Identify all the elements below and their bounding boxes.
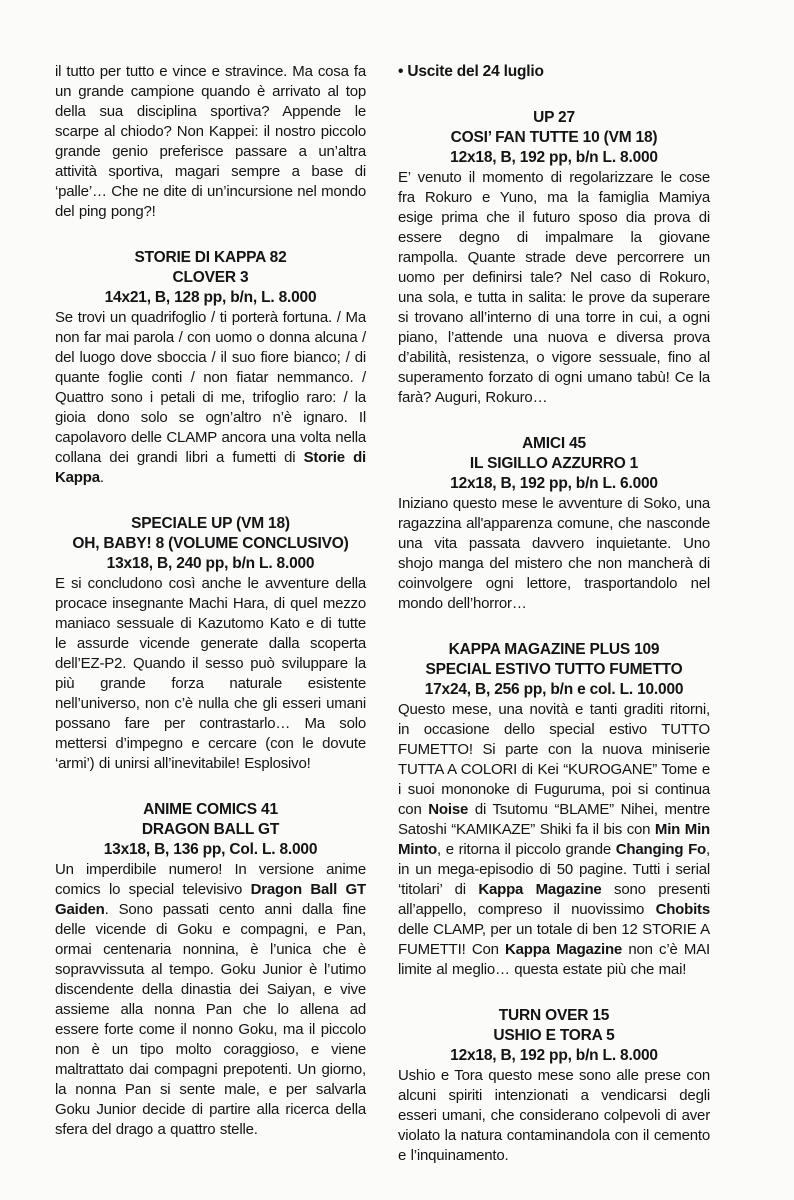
entry-heading <box>398 1006 710 1066</box>
specs-label: 17x24, B, 256 pp, b/n e col. L. 10.000 <box>424 681 684 698</box>
description-text: Un imperdibile numero! In versione anime comics lo special televisivo Dragon Ball GT Gaiden. Sono passati cento anni dalla fine delle vicende di Goku e compagni, e Pan, ormai centenaria nonnina, è l’unica che è sopravvissuta al tempo. Goku Junior è l’utimo discendente della dinastia dei Saiyan, e vive assieme alla nonna Pan che lo allena ad essere forte come il nonno Goku, ma il piccolo non è un tipo molto coraggioso, e viene maltrattato dai compagni prepotenti. Un giorno, la nonna Pan si sente male, e per salvarla Goku Junior decide di partire alla ricerca della sfera del drago a quattro stelle. <box>55 861 366 1138</box>
intro-paragraph: il tutto per tutto e vince e stravince. Ma cosa fa un grande campione quando è arrivato al top della sua disciplina sportiva? Appende le scarpe al chiodo? Non Kappei: il nostro piccolo grande genio preferisce passare a un’altra attività sportiva, magari sempre a base di ‘palle’… Che ne dite di un’incursione nel mondo del ping pong?! <box>55 63 366 220</box>
entry-heading <box>55 514 366 574</box>
specs-label: 12x18, B, 192 pp, b/n L. 8.000 <box>450 1047 658 1064</box>
description-text: Questo mese, una novità e tanti graditi ritorni, in occasione dello special estivo TUTTO FUMETTO! Si parte con la nuova miniserie TUTTA A COLORI di Kei “KUROGANE” Tome e i suoi mononoke di Fuguruma, poi si continua con Noise di Tsutomu “BLAME” Nihei, mentre Satoshi “KAMIKAZE” Shiki fa il bis con Min Min Minto, e ritorna il piccolo grande Changing Fo, in un mega-episodio di 50 pagine. Tutti i serial ‘titolari’ di Kappa Magazine sono presenti all’appello, compreso il nuovissimo Chobits delle CLAMP, per un totale di ben 12 STORIE A FUMETTI! Con Kappa Magazine non c’è MAI limite al meglio… questa estate più che mai! <box>398 701 710 978</box>
title-label: CLOVER 3 <box>172 269 249 286</box>
entry-clover-3 <box>55 248 366 488</box>
entry-dragon-ball-gt <box>55 800 366 1140</box>
title-label: COSI’ FAN TUTTE 10 (VM 18) <box>450 129 658 146</box>
series-label: ANIME COMICS 41 <box>143 801 278 818</box>
series-label: SPECIALE UP (VM 18) <box>131 515 290 532</box>
entry-heading <box>55 800 366 860</box>
specs-label: 13x18, B, 136 pp, Col. L. 8.000 <box>103 841 318 858</box>
entry-heading <box>398 108 710 168</box>
specs-label: 12x18, B, 192 pp, b/n L. 6.000 <box>450 475 658 492</box>
specs-label: 13x18, B, 240 pp, b/n L. 8.000 <box>106 555 315 572</box>
title-label: USHIO E TORA 5 <box>493 1027 615 1044</box>
entry-heading <box>398 640 710 700</box>
entry-cosi-fan-tutte-10 <box>398 108 710 408</box>
release-date-header: • Uscite del 24 luglio <box>398 63 544 80</box>
series-label: KAPPA MAGAZINE PLUS 109 <box>448 641 660 658</box>
description-text: Ushio e Tora questo mese sono alle prese con alcuni spiriti intenzionati a vendicarsi degli esseri umani, che considerano colpevoli di aver violato la natura contaminandola con il cemento e l’inquinamento. <box>398 1067 710 1164</box>
left-column <box>55 62 366 1140</box>
specs-label: 14x21, B, 128 pp, b/n, L. 8.000 <box>104 289 317 306</box>
entry-oh-baby-8 <box>55 514 366 774</box>
entry-heading <box>55 248 366 308</box>
series-label: STORIE DI KAPPA 82 <box>134 249 287 266</box>
description-text: Iniziano questo mese le avventure di Soko, una ragazzina all'apparenza comune, che nasconde una vita passata davvero inquietante. Uno shojo manga del mistero che non mancherà di coinvolgere ogni lettore, trasportandolo nel mondo dell’horror… <box>398 495 710 612</box>
series-label: TURN OVER 15 <box>498 1007 610 1024</box>
title-label: OH, BABY! 8 (VOLUME CONCLUSIVO) <box>72 535 349 552</box>
description-text: Se trovi un quadrifoglio / ti porterà fortuna. / Ma non far mai parola / con uomo o donna alcuna / del luogo dove sboccia / il suo fiore bianco; / di quante foglie conti / non fiatar nemmanco. / Quattro sono i petali di me, trifoglio raro: / la gioia dono solo se ogn’altro n’è ignaro. Il capolavoro delle CLAMP ancora una volta nella collana dei grandi libri a fumetti di Storie di Kappa. <box>55 309 367 486</box>
title-label: DRAGON BALL GT <box>141 821 280 838</box>
entry-kappa-magazine-plus-109 <box>398 640 710 980</box>
entry-ushio-e-tora-5 <box>398 1006 710 1166</box>
right-column <box>398 62 710 1166</box>
description-text: E’ venuto il momento di regolarizzare le cose fra Rokuro e Yuno, ma la famiglia Mamiya esige prima che il futuro sposo dia prova di essere degno di impalmare la giovane rampolla. Quante strade deve percorrere un uomo per definirsi tale? Nel caso di Rokuro, una sola, e tutta in salita: le prove da superare si trovano all’interno di una torre in cui, a ogni piano, l’attende una nuova e diversa prova d’abilità, resistenza, o vigore sessuale, fino al superamento forzato di ogni umano tabù! Ce la farà? Auguri, Rokuro… <box>398 169 710 406</box>
entry-heading <box>398 434 710 494</box>
description-text: E si concludono così anche le avventure della procace insegnante Machi Hara, di quel mezzo maniaco sessuale di Kazutomo Kato e di tutte le assurde vicende generate dalla scoperta dell’EZ-P2. Quando il sesso può sviluppare la più grande forza naturale esistente nell’universo, non c’è nulla che gli esseri umani possano fare per contrastarlo… Ma solo mettersi d’impegno e cercare (con le dovute ‘armi’) di unirsi all’inevitabile! Esplosivo! <box>55 575 366 772</box>
entry-il-sigillo-azzurro-1 <box>398 434 710 614</box>
title-label: SPECIAL ESTIVO TUTTO FUMETTO <box>425 661 683 678</box>
title-label: IL SIGILLO AZZURRO 1 <box>469 455 639 472</box>
specs-label: 12x18, B, 192 pp, b/n L. 8.000 <box>450 149 658 166</box>
series-label: AMICI 45 <box>522 435 586 452</box>
series-label: UP 27 <box>533 109 575 126</box>
